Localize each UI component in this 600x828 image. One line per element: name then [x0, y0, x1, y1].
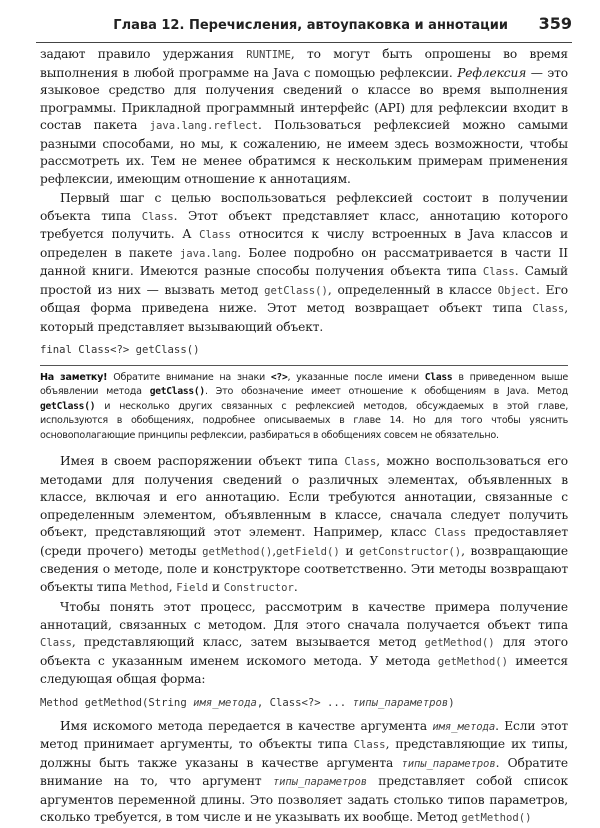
header-rule	[36, 42, 572, 43]
paragraph-5: Имя искомого метода передается в качестве аргумента имя_метода. Если этот метод принимает аргументы, то объекты типа Class, представляющие их типы, должны быть также указаны в качестве аргумента типы_параметров. Обратите внимание на то, что аргумент типы_параметров представляет собой список аргументов переменной длины. Это позволяет задать столько типов параметров, сколько требуется, в том числе и не указывать их вообще. Метод getMethod()	[40, 718, 568, 825]
note-label: На заметку!	[40, 372, 108, 383]
chapter-title: Глава 12. Перечисления, автоупаковка и аннотации	[113, 18, 508, 33]
paragraph-2: Первый шаг с целью воспользоваться рефлексией состоит в получении объекта типа Class. Этот объект представляет класс, аннотацию которого требуется получить. А Class относится к числу встроенных в Java классов и определен в пакете java.lang. Более подробно он рассматривается в части II данной книги. Имеются разные способы получения объекта типа Class. Самый простой из них — вызвать метод getClass(), определенный в классе Object. Его общая форма приведена ниже. Этот метод возвращает объект типа Class, который представляет вызывающий объект.	[40, 191, 568, 334]
paragraph-4: Чтобы понять этот процесс, рассмотрим в качестве примера получение аннотаций, связанных с методом. Для этого сначала получается объект типа Class, представляющий класс, затем вызывается метод getMethod() для этого объекта с указанным именем искомого метода. У метода getMethod() имеется следующая общая форма:	[40, 600, 569, 687]
paragraph-3: Имея в своем распоряжении объект типа Class, можно воспользоваться его методами для получения сведений о различных элементах, объявленных в классе, включая и его аннотацию. Если требуются аннотации, связанные с определенным элементом, объявленным в классе, сначала следует получить объект, представляющий этот элемент. Например, класс Class предоставляет (среди прочего) методы getMethod(),getField() и getConstructor(), возвращающие сведения о методе, поле и конструкторе соответственно. Эти методы возвращают объекты типа Method, Field и Constructor.	[40, 454, 569, 594]
page-body	[40, 46, 568, 828]
note-box: На заметку! Обратите внимание на знаки <?>, указанные после имени Class в приведенном выше объявлении метода getClass(). Это обозначение имеет отношение к обобщениям в Java. Метод getClass() и несколько других связанных с рефлексией методов, обсуждаемых в этой главе, используются в обобщениях, подробнее описываемых в главе 14. Но для того чтобы уяснить основополагающие принципы рефлексии, разбираться в обобщениях совсем не обязательно.	[40, 365, 568, 443]
code-getclass: final Class<?> getClass()	[40, 344, 200, 356]
running-header	[0, 8, 600, 36]
page-number: 359	[538, 14, 572, 33]
code-getmethod: Method getMethod(String имя_метода, Class<?> ... типы_параметров)	[40, 696, 455, 709]
paragraph-1: задают правило удержания RUNTIME, то могут быть опрошены во время выполнения в любой программе на Java с помощью рефлексии. Рефлексия — это языковое средство для получения сведений о классе во время выполнения программы. Прикладной программный интерфейс (API) для рефлексии входит в состав пакета java.lang.reflect. Пользоваться рефлексией можно самыми разными способами, но мы, к сожалению, не имеем здесь возможности, чтобы рассмотреть их. Тем не менее обратимся к нескольким примерам применения рефлексии, имеющим отношение к аннотациям.	[40, 47, 569, 186]
